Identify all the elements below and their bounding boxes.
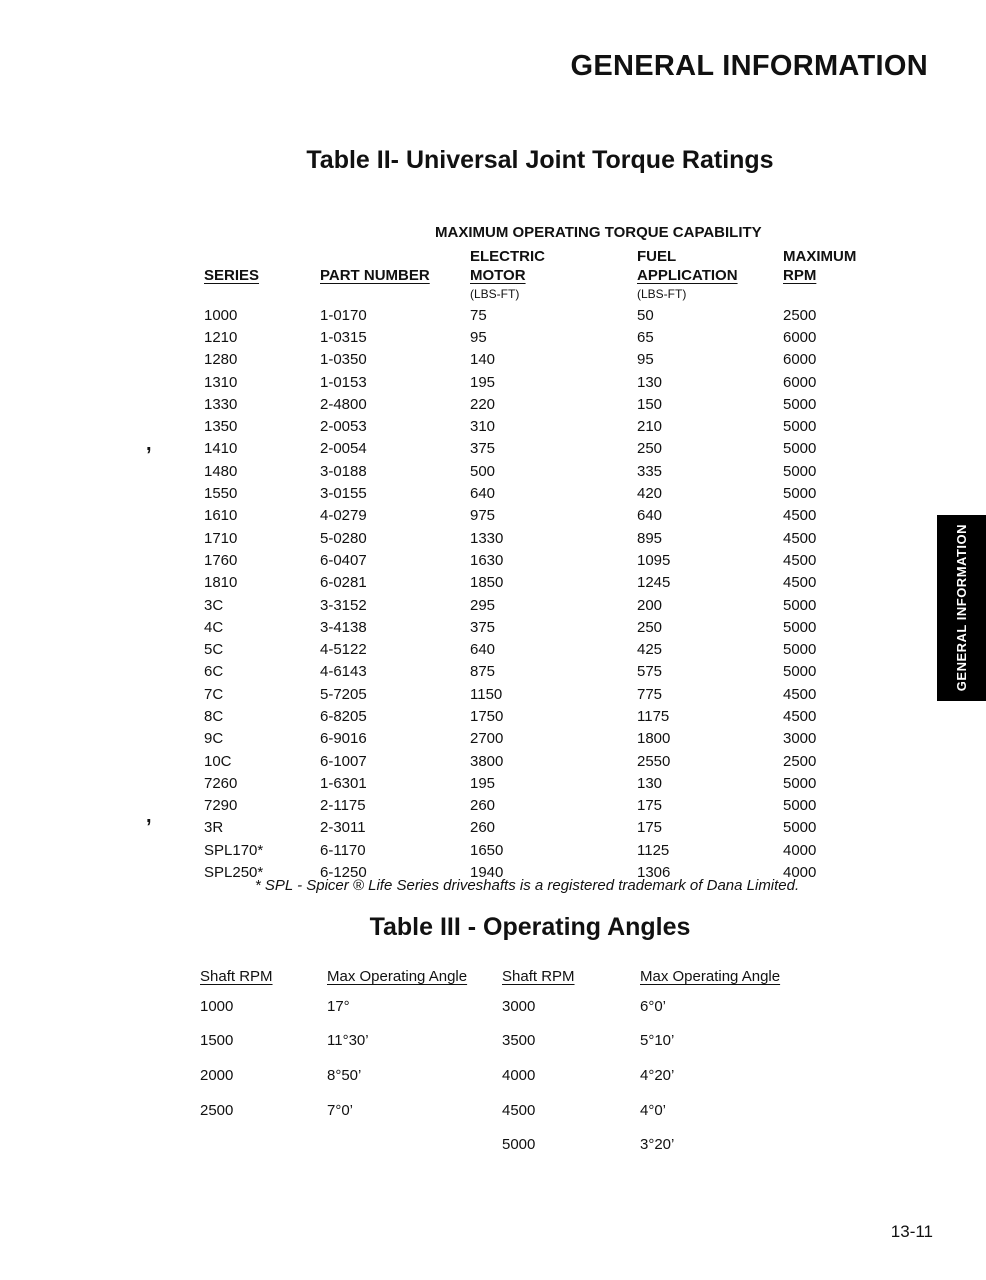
- table-cell: 5000: [783, 819, 817, 837]
- table-cell: 1330: [470, 529, 504, 547]
- table-cell: [200, 1124, 327, 1159]
- table-cell: 1-0153: [320, 373, 367, 391]
- table-cell: 250: [637, 440, 663, 458]
- table-cell: 3°20’: [640, 1136, 675, 1154]
- col-fuel-header: [637, 265, 783, 284]
- table-cell: 425: [637, 641, 663, 659]
- table-cell: 95: [470, 328, 487, 346]
- table-cell: 9C: [204, 730, 224, 748]
- table-cell: 2700: [470, 730, 504, 748]
- col-shaft-rpm-1-label: Shaft RPM: [200, 968, 273, 985]
- col-shaft-rpm-2-label: Shaft RPM: [502, 968, 575, 985]
- table-cell: 1150: [470, 685, 503, 703]
- col-max-angle-1-label: Max Operating Angle: [327, 968, 468, 985]
- table2-units-row: [204, 284, 873, 304]
- col-fuel-line2: APPLICATION: [637, 267, 738, 284]
- col-shaft-rpm-1-header: [200, 961, 327, 985]
- table-cell: 4500: [783, 685, 817, 703]
- table-row: [204, 683, 873, 705]
- table-row: [204, 594, 873, 616]
- table-row: [204, 772, 873, 794]
- table-cell: 7°0’: [327, 1101, 354, 1119]
- table-cell: 6°0’: [640, 997, 667, 1015]
- table-row: [204, 616, 873, 638]
- table-cell: 4500: [783, 507, 817, 525]
- table-cell: 260: [470, 797, 496, 815]
- table-cell: 4500: [783, 707, 817, 725]
- table-cell: 575: [637, 663, 663, 681]
- table-cell: 210: [637, 418, 663, 436]
- table-cell: 6000: [783, 373, 817, 391]
- table2-body: [204, 304, 873, 884]
- table-row: [204, 728, 873, 750]
- table-cell: 640: [637, 507, 663, 525]
- table-cell: 1-0315: [320, 328, 367, 346]
- table-cell: 4000: [783, 864, 817, 882]
- table-cell: 420: [637, 485, 663, 503]
- table-cell: 200: [637, 596, 663, 614]
- table-cell: 2500: [783, 752, 817, 770]
- table-row: [204, 460, 873, 482]
- col-fuel-line1: FUEL: [637, 248, 677, 265]
- table-cell: 640: [470, 485, 496, 503]
- table-row: [204, 817, 873, 839]
- table-cell: 4C: [204, 618, 224, 636]
- stray-mark: ,: [146, 805, 152, 827]
- table2: [204, 246, 873, 884]
- table-cell: 7290: [204, 797, 238, 815]
- table-row: [204, 326, 873, 348]
- table-row: [204, 750, 873, 772]
- header-spacer: [320, 246, 470, 265]
- table-cell: 2000: [200, 1067, 234, 1085]
- table-cell: 335: [637, 462, 663, 480]
- table-cell: 5000: [783, 663, 817, 681]
- table-cell: 4000: [502, 1067, 536, 1085]
- table-cell: 5C: [204, 641, 224, 659]
- table-cell: 5000: [783, 618, 817, 636]
- col-max-angle-2-header: [640, 961, 792, 985]
- table-row: [204, 795, 873, 817]
- stray-mark: ,: [146, 433, 152, 455]
- table-cell: 1810: [204, 574, 238, 592]
- col-max-line2: RPM: [783, 267, 817, 284]
- col-shaft-rpm-2-header: [502, 961, 640, 985]
- table-cell: 8C: [204, 707, 224, 725]
- table-row: [204, 527, 873, 549]
- table-cell: 2-0053: [320, 418, 367, 436]
- table-cell: 6-1250: [320, 864, 367, 882]
- table-cell: 3800: [470, 752, 504, 770]
- table-cell: 7260: [204, 774, 238, 792]
- table-cell: 5000: [783, 774, 817, 792]
- table-cell: 1480: [204, 462, 238, 480]
- table-cell: 1306: [637, 864, 671, 882]
- table-cell: 6-0281: [320, 574, 367, 592]
- table-cell: 8°50’: [327, 1067, 362, 1085]
- col-electric-line1: ELECTRIC: [470, 248, 545, 265]
- table-row: [204, 705, 873, 727]
- table-cell: 3C: [204, 596, 224, 614]
- table-cell: 260: [470, 819, 496, 837]
- table-cell: 65: [637, 328, 654, 346]
- table-cell: 3-0155: [320, 485, 367, 503]
- table-row: [204, 415, 873, 437]
- table-cell: 11°30’: [327, 1032, 369, 1050]
- table-cell: 5°10’: [640, 1032, 675, 1050]
- table-cell: 3-4138: [320, 618, 367, 636]
- units-electric: (LBS-FT): [470, 287, 520, 301]
- table2-header-row-1: [204, 246, 873, 265]
- table-cell: 1710: [204, 529, 238, 547]
- table-cell: 5000: [783, 641, 817, 659]
- col-part-number-label: PART NUMBER: [320, 267, 430, 284]
- table3: [200, 961, 792, 1158]
- col-electric-line2: MOTOR: [470, 267, 526, 284]
- table-cell: 1095: [637, 551, 671, 569]
- table-row: [204, 482, 873, 504]
- page-header: GENERAL INFORMATION: [570, 50, 928, 82]
- table-cell: 130: [637, 774, 663, 792]
- table-cell: 6-1007: [320, 752, 367, 770]
- table-cell: 5000: [783, 462, 817, 480]
- table-cell: 150: [637, 395, 663, 413]
- units-spacer: [204, 284, 320, 304]
- table-cell: 5000: [783, 797, 817, 815]
- table-cell: 5-0280: [320, 529, 367, 547]
- table-cell: 2-1175: [320, 797, 366, 815]
- table-cell: 5000: [783, 440, 817, 458]
- table-cell: 10C: [204, 752, 232, 770]
- table-cell: 3500: [502, 1032, 536, 1050]
- table-cell: 1-0350: [320, 351, 367, 369]
- table-row: [204, 572, 873, 594]
- table-cell: 220: [470, 395, 496, 413]
- table-cell: 895: [637, 529, 663, 547]
- table-cell: 2500: [200, 1101, 234, 1119]
- side-tab-label: GENERAL INFORMATION: [954, 524, 969, 692]
- table-cell: 6-8205: [320, 707, 367, 725]
- table-cell: 5000: [783, 418, 817, 436]
- table-row: [204, 438, 873, 460]
- table-cell: 1210: [204, 328, 238, 346]
- table-row: [200, 1054, 792, 1089]
- page-number: 13-11: [890, 1222, 933, 1241]
- header-spacer: [204, 246, 320, 265]
- table-cell: 195: [470, 774, 496, 792]
- table-cell: 295: [470, 596, 496, 614]
- table-cell: 17°: [327, 997, 350, 1015]
- table2-title: Table II- Universal Joint Torque Ratings: [306, 146, 774, 174]
- table-cell: 1800: [637, 730, 671, 748]
- table-cell: SPL250*: [204, 864, 264, 882]
- table-cell: 4-0279: [320, 507, 367, 525]
- table-cell: 775: [637, 685, 663, 703]
- table-cell: 1630: [470, 551, 504, 569]
- table-row: [200, 985, 792, 1020]
- table-cell: 2550: [637, 752, 671, 770]
- col-max-line1: MAXIMUM: [783, 248, 857, 265]
- table-row: [204, 549, 873, 571]
- table-cell: 4500: [783, 529, 817, 547]
- table-cell: 4500: [783, 551, 817, 569]
- table-cell: 250: [637, 618, 663, 636]
- table3-title: Table III - Operating Angles: [369, 913, 691, 941]
- table-cell: 975: [470, 507, 496, 525]
- table-cell: 195: [470, 373, 496, 391]
- table-cell: 6000: [783, 351, 817, 369]
- table-cell: SPL170*: [204, 841, 264, 859]
- table-cell: 1280: [204, 351, 238, 369]
- table-cell: 1000: [204, 306, 238, 324]
- table2-footnote: * SPL - Spicer ® Life Series driveshafts is a registered trademark of Dana Limited.: [254, 877, 800, 894]
- table-cell: 1-6301: [320, 774, 367, 792]
- table-cell: 1550: [204, 485, 238, 503]
- table-row: [204, 638, 873, 660]
- col-part-number-header: [320, 265, 470, 284]
- table-cell: 4000: [783, 841, 817, 859]
- table-cell: 1000: [200, 997, 234, 1015]
- table-cell: 4500: [783, 574, 817, 592]
- table-cell: 3-0188: [320, 462, 367, 480]
- table-cell: 5-7205: [320, 685, 367, 703]
- table2-header-row-2: [204, 265, 873, 284]
- table-cell: 1940: [470, 864, 504, 882]
- table2-banner: MAXIMUM OPERATING TORQUE CAPABILITY: [435, 224, 762, 241]
- col-max-header: [783, 265, 873, 284]
- table-cell: 2-0054: [320, 440, 367, 458]
- table-cell: 6-0407: [320, 551, 367, 569]
- table-cell: 6C: [204, 663, 224, 681]
- table-cell: 5000: [502, 1136, 536, 1154]
- table-cell: 3R: [204, 819, 224, 837]
- table-cell: 1-0170: [320, 306, 367, 324]
- col-max-angle-1-header: [327, 961, 502, 985]
- table-row: [204, 304, 873, 326]
- table-cell: 1500: [200, 1032, 234, 1050]
- table-row: [200, 1124, 792, 1159]
- table3-header-row: [200, 961, 792, 985]
- table-cell: 130: [637, 373, 663, 391]
- table-cell: 500: [470, 462, 496, 480]
- table-cell: 640: [470, 641, 496, 659]
- table-cell: 5000: [783, 485, 817, 503]
- units-spacer: [783, 284, 873, 304]
- table-cell: 4-5122: [320, 641, 367, 659]
- table-row: [204, 661, 873, 683]
- table-cell: 3-3152: [320, 596, 367, 614]
- table-cell: 4-6143: [320, 663, 367, 681]
- table-cell: 6-9016: [320, 730, 367, 748]
- table-cell: 310: [470, 418, 496, 436]
- col-electric-header: [470, 265, 637, 284]
- table-cell: 1750: [470, 707, 504, 725]
- table-cell: 3000: [502, 997, 536, 1015]
- table-cell: 2500: [783, 306, 817, 324]
- table-cell: 2-4800: [320, 395, 367, 413]
- table-row: [200, 1089, 792, 1124]
- units-spacer: [320, 284, 470, 304]
- table-row: [204, 393, 873, 415]
- table-cell: 1850: [470, 574, 504, 592]
- table-cell: 175: [637, 797, 663, 815]
- table-row: [204, 505, 873, 527]
- table-cell: 875: [470, 663, 496, 681]
- col-max-angle-2-label: Max Operating Angle: [640, 968, 781, 985]
- table-cell: 375: [470, 440, 496, 458]
- table-cell: 1125: [637, 841, 670, 859]
- table-cell: 1760: [204, 551, 238, 569]
- col-series-label: SERIES: [204, 267, 260, 284]
- table-cell: 1650: [470, 841, 504, 859]
- table-cell: 7C: [204, 685, 224, 703]
- table-cell: 1350: [204, 418, 238, 436]
- table-cell: 1175: [637, 707, 670, 725]
- table-row: [204, 371, 873, 393]
- table-cell: 140: [470, 351, 496, 369]
- table3-body: [200, 985, 792, 1158]
- table-cell: 1245: [637, 574, 671, 592]
- table-cell: 1610: [204, 507, 238, 525]
- table-cell: 5000: [783, 596, 817, 614]
- table-cell: 375: [470, 618, 496, 636]
- table-cell: 3000: [783, 730, 817, 748]
- table-cell: 75: [470, 306, 487, 324]
- table-row: [204, 839, 873, 861]
- col-series-header: [204, 265, 320, 284]
- table-cell: 175: [637, 819, 663, 837]
- table-row: [200, 1020, 792, 1055]
- table-cell: 1410: [204, 440, 238, 458]
- table-cell: 6000: [783, 328, 817, 346]
- table-cell: 4500: [502, 1101, 536, 1119]
- table-cell: 2-3011: [320, 819, 366, 837]
- table-cell: 6-1170: [320, 841, 366, 859]
- table-cell: 1310: [204, 373, 238, 391]
- table-cell: 5000: [783, 395, 817, 413]
- table-cell: 1330: [204, 395, 238, 413]
- table-cell: 4°20’: [640, 1067, 675, 1085]
- table-cell: 4°0’: [640, 1101, 667, 1119]
- table-cell: [327, 1124, 502, 1159]
- units-fuel: (LBS-FT): [637, 287, 687, 301]
- table-cell: 95: [637, 351, 654, 369]
- side-tab: [937, 515, 986, 701]
- table-cell: 50: [637, 306, 654, 324]
- table-row: [204, 349, 873, 371]
